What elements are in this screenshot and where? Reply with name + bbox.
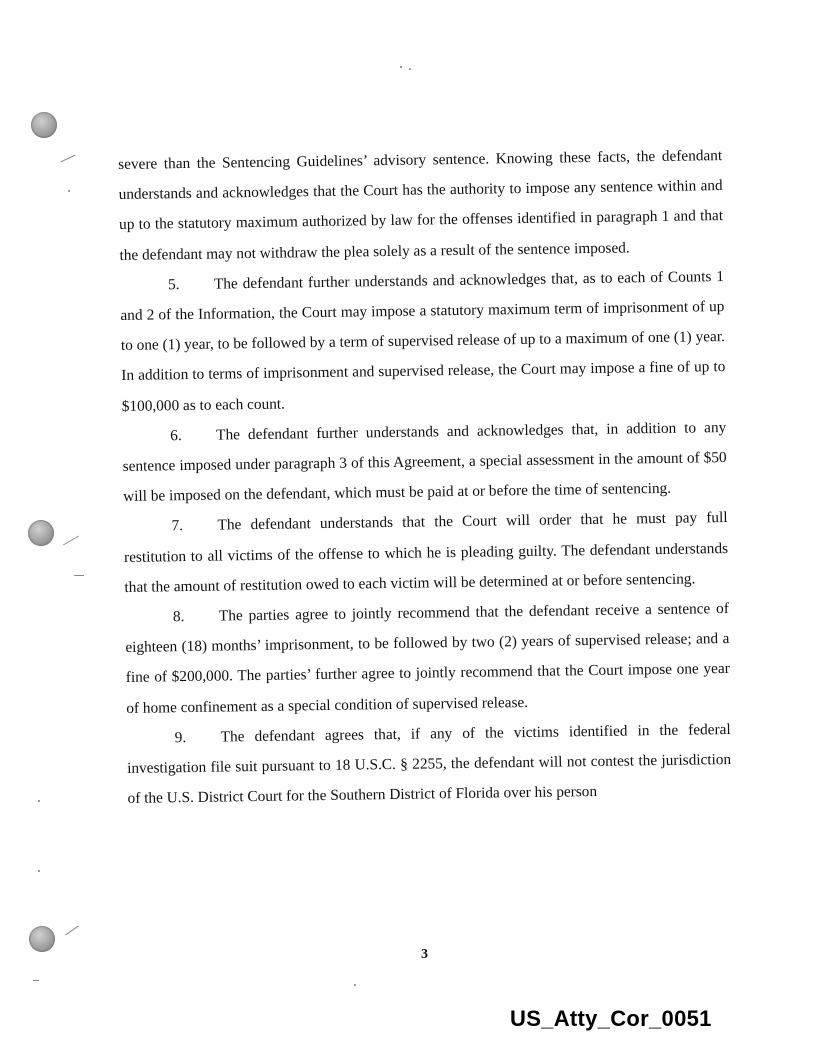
scan-artifact (409, 68, 411, 70)
punch-hole-middle (28, 520, 54, 546)
bates-stamp: US_Atty_Cor_0051 (510, 1006, 712, 1031)
paragraph-number: 6. (170, 426, 182, 445)
scan-artifact (38, 800, 40, 802)
scan-artifact (63, 536, 79, 546)
paragraph-8 (125, 594, 731, 724)
punch-hole-bottom (29, 926, 55, 952)
paragraph-number: 9. (174, 728, 187, 747)
scan-artifact (68, 190, 70, 192)
page-number: 3 (421, 947, 428, 962)
paragraph-text: The defendant agrees that, if any of the victims identified in the federal investigation file suit pursuant to 18 U.S.C. § 2255, the defendant will not contest the jurisdiction of the U.S. District Court for the Southern District of Florida over his person (127, 720, 732, 808)
paragraph-6 (122, 413, 727, 513)
paragraph-continuation: severe than the Sentencing Guidelines’ advisory sentence. Knowing these facts, the defendant understands and acknowledges that the Court has the authority to impose any sentence within and up to the statutory maximum authorized by law for the offenses identified in paragraph 1 and that the defendant may not withdraw the plea solely as a result of the sentence imposed. (118, 147, 724, 264)
paragraph-7 (123, 503, 728, 603)
paragraph-9 (127, 715, 732, 815)
paragraph-5 (120, 262, 726, 422)
scan-artifact (61, 155, 76, 163)
paragraph-text: The defendant further understands and acknowledges that, in addition to any sentence imposed under paragraph 3 of this Agreement, a special assessment in the amount of $50 will be imposed on the defendant, which must be paid at or before the time of sentencing. (122, 418, 727, 506)
scan-artifact (74, 575, 84, 576)
paragraph-text: The defendant further understands and acknowledges that, as to each of Counts 1 and 2 of the Information, the Court may impose a statutory maximum term of imprisonment of up to one (1) year, to be followed by a term of supervised release of up to a maximum of one (1) year. In addition to terms of imprisonment and supervised release, the Court may impose a fine of up to $100,000 as to each count. (120, 267, 726, 415)
document-body (118, 141, 732, 814)
paragraph-number: 8. (172, 608, 185, 626)
scan-artifact (33, 980, 39, 981)
punch-hole-top (31, 112, 57, 138)
paragraph-number: 5. (167, 275, 180, 294)
scan-artifact (38, 870, 40, 872)
paragraph-number: 7. (171, 517, 184, 535)
paragraph-text: The defendant understands that the Court will order that he must pay full restitution to all victims of the offense to which he is pleading guilty. The defendant understands that the amount of restitution owed to each victim will be determined at or before sentencing. (123, 509, 729, 596)
scan-artifact (65, 926, 79, 936)
paragraph-text: The parties agree to jointly recommend that the defendant receive a sentence of eighteen (18) months’ imprisonment, to be followed by two (2) years of supervised release; and a fine of $200,000. The parties’ further agree to jointly recommend that the Court impose one year of home confinement as a special condition of supervised release. (125, 600, 730, 717)
scan-artifact (400, 66, 402, 68)
scan-artifact (354, 984, 356, 986)
